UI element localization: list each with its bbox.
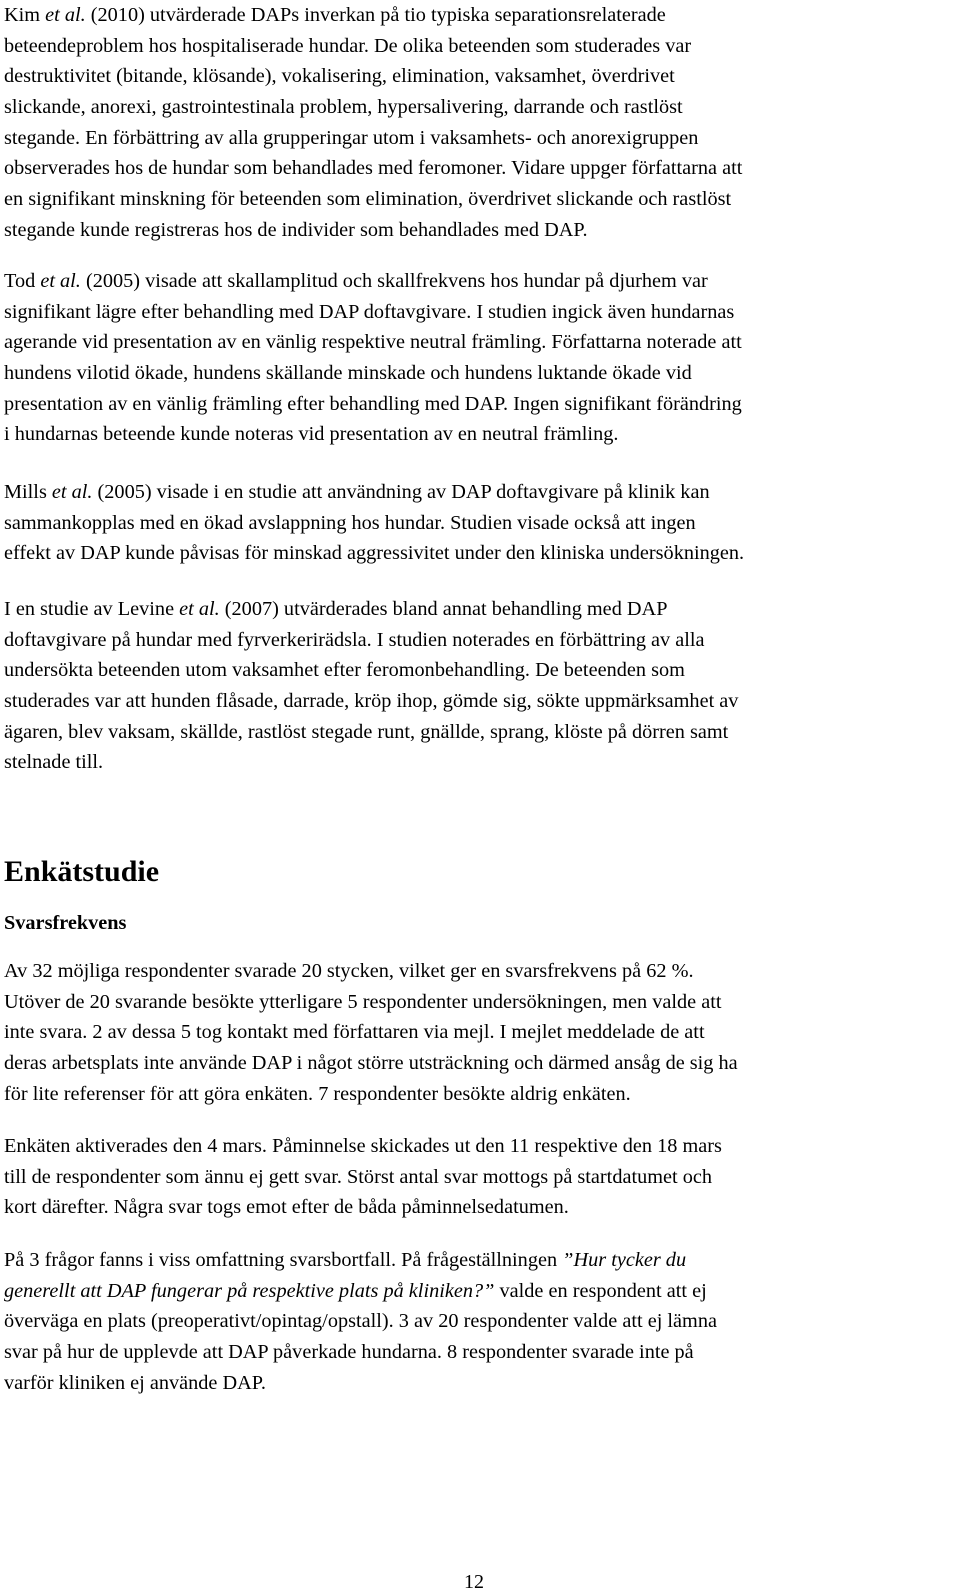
text-line: stegande kunde registreras hos de individer som behandlades med DAP. xyxy=(4,218,588,241)
text-line: effekt av DAP kunde påvisas för minskad aggressivitet under den kliniska undersökningen. xyxy=(4,542,745,565)
text-line: beteendeproblem hos hospitaliserade hundar. De olika beteenden som studerades var xyxy=(4,34,692,57)
subsection-title: Svarsfrekvens xyxy=(4,912,127,934)
paragraph-missing-answers xyxy=(4,1245,960,1398)
text-segment: (2007) utvärderades bland annat behandling med DAP xyxy=(219,598,668,620)
text-segment: I en studie av Levine xyxy=(4,598,180,620)
text-line: doftavgivare på hundar med fyrverkerirädsla. I studien noterades en förbättring av alla xyxy=(4,628,705,651)
text-line: stegande. En förbättring av alla grupperingar utom i vaksamhets- och anorexigruppen xyxy=(4,126,699,149)
text-segment: På 3 frågor fanns i viss omfattning svarsbortfall. På frågeställningen xyxy=(4,1249,563,1271)
text-line xyxy=(4,266,960,297)
text-segment: (2005) visade i en studie att användning av DAP doftavgivare på klinik kan xyxy=(92,481,710,503)
paragraph-kim xyxy=(4,0,960,246)
page-number: 12 xyxy=(464,1571,484,1593)
italic-text: et al. xyxy=(51,481,93,503)
text-line: för lite referenser för att göra enkäten. 7 respondenter besökte aldrig enkäten. xyxy=(4,1082,631,1105)
text-line: deras arbetsplats inte använde DAP i något större utsträckning och därmed ansåg de sig ha xyxy=(4,1052,738,1075)
text-line: kort därefter. Några svar togs emot efter de båda påminnelsedatumen. xyxy=(4,1196,569,1219)
text-line: sammankopplas med en ökad avslappning hos hundar. Studien visade också att ingen xyxy=(4,511,696,534)
text-line: inte svara. 2 av dessa 5 tog kontakt med författaren via mejl. I mejlet meddelade de att xyxy=(4,1021,705,1044)
text-line: i hundarnas beteende kunde noteras vid presentation av en neutral främling. xyxy=(4,423,619,446)
text-segment: Tod xyxy=(4,270,41,292)
paragraph-mills xyxy=(4,477,960,569)
paragraph-survey-dates xyxy=(4,1131,960,1223)
italic-text: generellt att DAP fungerar på respektive plats på kliniken?” xyxy=(4,1279,495,1302)
text-line: hundens vilotid ökade, hundens skällande minskade och hundens luktande ökade vid xyxy=(4,362,692,385)
text-line: Av 32 möjliga respondenter svarade 20 stycken, vilket ger en svarsfrekvens på 62 %. xyxy=(4,960,694,982)
paragraph-response-rate xyxy=(4,956,960,1109)
text-line: Utöver de 20 svarande besökte ytterligare 5 respondenter undersökningen, men valde att xyxy=(4,990,722,1013)
paragraph-levine xyxy=(4,594,960,778)
text-line: stelnade till. xyxy=(4,751,104,774)
text-line: överväga en plats (preoperativt/opintag/opstall). 3 av 20 respondenter valde att ej lämna xyxy=(4,1310,717,1333)
text-line: studerades var att hunden flåsade, darrade, kröp ihop, gömde sig, sökte uppmärksamhet av xyxy=(4,690,739,713)
text-line: agerande vid presentation av en vänlig respektive neutral främling. Författarna noterade att xyxy=(4,331,742,354)
text-line: varför kliniken ej använde DAP. xyxy=(4,1371,266,1394)
text-line xyxy=(4,1245,960,1276)
text-line: ägaren, blev vaksam, skällde, rastlöst stegade runt, gnällde, sprang, klöste på dörren samt xyxy=(4,720,729,743)
text-line: svar på hur de upplevde att DAP påverkade hundarna. 8 respondenter svarade inte på xyxy=(4,1341,694,1364)
text-line xyxy=(4,0,960,31)
text-segment: (2010) utvärderade DAPs inverkan på tio typiska separationsrelaterade xyxy=(85,4,666,26)
text-line: destruktivitet (bitande, klösande), vokalisering, elimination, vaksamhet, överdrivet xyxy=(4,65,675,88)
text-line: presentation av en vänlig främling efter behandling med DAP. Ingen signifikant förändring xyxy=(4,392,742,415)
paragraph-tod xyxy=(4,266,960,450)
italic-text: ”Hur tycker du xyxy=(562,1249,687,1271)
text-line: en signifikant minskning för beteenden som elimination, överdrivet slickande och rastlöst xyxy=(4,188,732,211)
text-line xyxy=(4,594,960,625)
italic-text: et al. xyxy=(40,270,81,292)
text-line xyxy=(4,477,960,508)
italic-text: et al. xyxy=(179,598,220,620)
text-segment: Kim xyxy=(4,4,46,26)
text-line: observerades hos de hundar som behandlades med feromoner. Vidare uppger författarna att xyxy=(4,157,743,180)
text-line: signifikant lägre efter behandling med DAP doftavgivare. I studien ingick även hundarnas xyxy=(4,300,735,323)
text-line: Enkäten aktiverades den 4 mars. Påminnelse skickades ut den 11 respektive den 18 mars xyxy=(4,1135,722,1157)
italic-text: et al. xyxy=(45,4,86,26)
text-line: undersökta beteenden utom vaksamhet efter feromonbehandling. De beteenden som xyxy=(4,659,685,682)
text-segment: Mills xyxy=(4,481,52,503)
text-line: slickande, anorexi, gastrointestinala problem, hypersalivering, darrande och rastlöst xyxy=(4,96,683,119)
text-segment: (2005) visade att skallamplitud och skallfrekvens hos hundar på djurhem var xyxy=(80,270,708,292)
section-title: Enkätstudie xyxy=(4,855,160,888)
text-line xyxy=(4,1276,960,1307)
text-segment: valde en respondent att ej xyxy=(494,1279,707,1302)
text-line: till de respondenter som ännu ej gett svar. Störst antal svar mottogs på startdatumet och xyxy=(4,1165,713,1188)
